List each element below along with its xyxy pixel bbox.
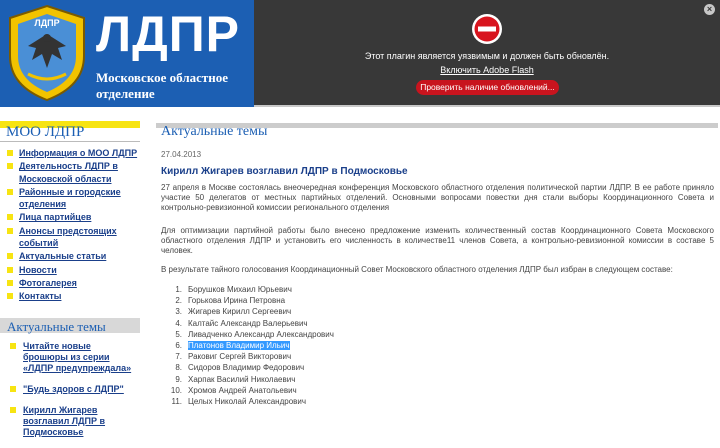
- member-name: Хромов Андрей Анатольевич: [188, 385, 297, 395]
- bullet-icon: [7, 280, 13, 286]
- member-name: Целых Николай Александрович: [188, 397, 307, 407]
- main-content: [156, 107, 720, 427]
- bullet-icon: [7, 267, 13, 273]
- topic-link[interactable]: Кирилл Жигарев возглавил ЛДПР в Подмосковье: [23, 405, 106, 437]
- close-icon[interactable]: ×: [704, 4, 715, 15]
- article-paragraph: 27 апреля в Москве состоялась внеочередная конференция Московского областного отделения политической партии ЛДПР. В ее работе приняло участие 50 делегатов от местных партийных отделений. Основными вопросами повестки дня стали выборы Координационного Совета и контрольно-ревизионной комиссии регионального отделения: [161, 183, 714, 212]
- sidebar-item-events[interactable]: [7, 225, 139, 250]
- sidebar-item-members[interactable]: [7, 211, 139, 223]
- sidebar-item-label[interactable]: Контакты: [19, 291, 62, 302]
- member-item: 7. Раковиг Сергей Викторович: [175, 352, 292, 362]
- sidebar-item-contacts[interactable]: [7, 290, 139, 302]
- bullet-icon: [10, 386, 16, 392]
- member-item: 5. Ливадченко Александр Александрович: [175, 329, 334, 339]
- article-date: 27.04.2013: [161, 150, 202, 159]
- bullet-icon: [7, 163, 13, 169]
- member-item: 9. Харпак Василий Николаевич: [175, 374, 296, 384]
- member-name: Раковиг Сергей Викторович: [188, 352, 292, 362]
- logo-text: ЛДПР: [34, 18, 60, 28]
- member-name: Ливадченко Александр Александрович: [188, 329, 334, 339]
- sidebar-item-label[interactable]: Анонсы предстоящих событий: [19, 225, 117, 249]
- topic-item[interactable]: [7, 341, 137, 374]
- bullet-icon: [7, 293, 13, 299]
- bullet-icon: [7, 150, 13, 156]
- branch-name-line1: Московское областное: [96, 70, 229, 85]
- member-item: 1. Борушков Михаил Юрьевич: [175, 285, 292, 294]
- member-name[interactable]: Платонов Владимир Ильич: [188, 341, 290, 351]
- topic-item[interactable]: [7, 405, 137, 438]
- left-sidebar: [0, 107, 145, 437]
- bullet-icon: [7, 189, 13, 195]
- sidebar-item-branches[interactable]: [7, 186, 139, 211]
- member-name: Сидоров Владимир Федорович: [188, 363, 305, 373]
- member-item-selected[interactable]: 6. Платонов Владимир Ильич: [175, 341, 290, 351]
- section-title: Актуальные темы: [161, 124, 268, 139]
- member-name: Горькова Ирина Петровна: [188, 296, 286, 306]
- enable-flash-link[interactable]: Включить Adobe Flash: [440, 65, 534, 75]
- check-updates-button[interactable]: Проверить наличие обновлений...: [416, 80, 559, 95]
- sidebar-item-news[interactable]: [7, 264, 139, 276]
- article-paragraph: Для оптимизации партийной работы было внесено предложение изменить количественный состав Координационного Совета Московского областного отделения ЛДПР и установить его численность в количестве11 членов Совета, а контрольно-ревизионной комиссии в составе 5 человек.: [161, 226, 714, 255]
- topics-title: Актуальные темы: [7, 319, 106, 334]
- member-item: 2. Горькова Ирина Петровна: [175, 296, 286, 306]
- member-name: Калтайс Александр Валерьевич: [188, 318, 308, 328]
- topics-list: [7, 341, 137, 448]
- divider: [0, 141, 140, 142]
- blocked-plugin-bar: [254, 0, 720, 107]
- topic-link[interactable]: Читайте новые брошюры из серии «ЛДПР предупреждала»: [23, 341, 132, 373]
- sidebar-item-label[interactable]: Деятельность ЛДПР в Московской области: [19, 161, 118, 184]
- sidebar-item-label[interactable]: Районные и городские отделения: [19, 186, 121, 210]
- sidebar-item-info[interactable]: [7, 147, 139, 159]
- topic-item[interactable]: [7, 384, 137, 395]
- member-item: 3. Жигарев Кирилл Сергеевич: [175, 307, 292, 317]
- article-headline: Кирилл Жигарев возглавил ЛДПР в Подмосковье: [161, 166, 408, 177]
- sidebar-item-label[interactable]: Фотогалерея: [19, 277, 77, 288]
- page-header: [0, 0, 720, 107]
- member-name: Борушков Михаил Юрьевич: [188, 285, 292, 294]
- bullet-icon: [7, 228, 13, 234]
- sidebar-nav: [7, 147, 139, 304]
- member-name: Жигарев Кирилл Сергеевич: [188, 307, 292, 317]
- member-name: Харпак Василий Николаевич: [188, 374, 296, 384]
- sidebar-item-label[interactable]: Актуальные статьи: [19, 251, 107, 262]
- sidebar-item-label[interactable]: Новости: [19, 264, 57, 275]
- member-item: 11. Целых Николай Александрович: [171, 397, 307, 407]
- member-item: 10. Хромов Андрей Анатольевич: [170, 385, 297, 395]
- sidebar-title: МОО ЛДПР: [6, 124, 85, 140]
- branch-name-line2: отделение: [96, 86, 155, 101]
- sidebar-item-gallery[interactable]: [7, 277, 139, 289]
- bullet-icon: [7, 214, 13, 220]
- bullet-icon: [10, 343, 16, 349]
- topic-link[interactable]: "Будь здоров с ЛДПР": [23, 384, 124, 394]
- blocked-plugin-icon: [471, 13, 503, 45]
- brand-title: ЛДПР: [96, 6, 240, 62]
- ldpr-logo: [6, 4, 88, 102]
- council-members-list: [168, 284, 418, 407]
- bullet-icon: [7, 253, 13, 259]
- sidebar-item-label[interactable]: Информация о МОО ЛДПР: [19, 148, 138, 158]
- plugin-warning-text: Этот плагин является уязвимым и должен быть обновлён.: [364, 51, 610, 61]
- member-item: 4. Калтайс Александр Валерьевич: [175, 318, 308, 328]
- site-banner: [0, 0, 254, 107]
- bullet-icon: [10, 407, 16, 413]
- article-paragraph: В результате тайного голосования Координационный Совет Московского областного отделения ЛДПР был избран в следующем составе:: [161, 265, 673, 274]
- sidebar-item-label[interactable]: Лица партийцев: [19, 212, 92, 223]
- member-item: 8. Сидоров Владимир Федорович: [175, 363, 305, 373]
- sidebar-item-articles[interactable]: [7, 250, 139, 262]
- sidebar-item-activity[interactable]: [7, 160, 139, 185]
